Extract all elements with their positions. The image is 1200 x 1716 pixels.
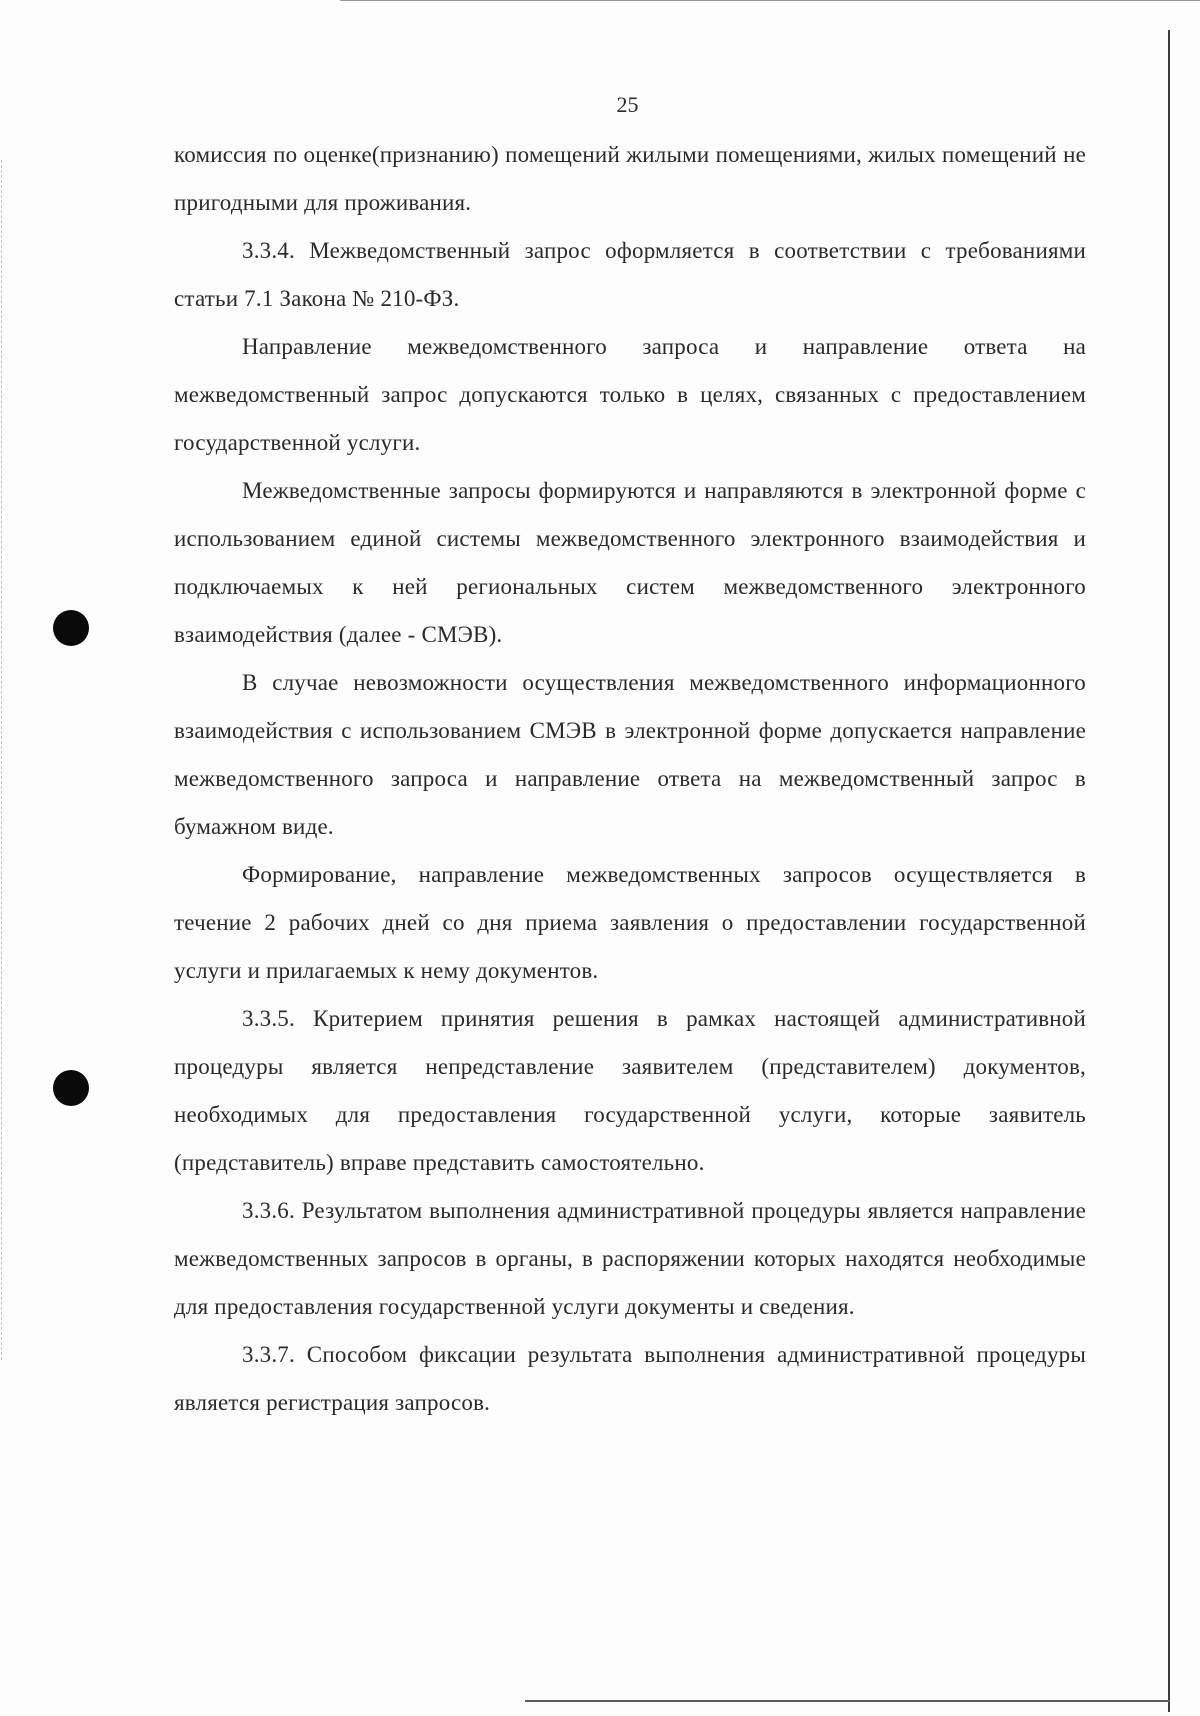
paragraph-3-3-7: 3.3.7. Способом фиксации результата выполнения административной процедуры является регистрация запросов. xyxy=(174,1342,1086,1415)
scan-edge-bottom xyxy=(525,1700,1170,1702)
scan-edge-right xyxy=(1168,30,1170,1712)
page-number: 25 xyxy=(616,92,639,117)
scan-edge-left xyxy=(1,160,2,1360)
paragraph-electronic-requests: Межведомственные запросы формируются и направляются в электронной форме с использованием единой системы межведомственного электронного взаимодействия и подключаемых к ней региональных систем межведомственного электронного взаимодействия (далее - СМЭВ). xyxy=(174,478,1086,647)
punch-hole-mark xyxy=(53,610,89,646)
punch-hole-mark xyxy=(53,1070,89,1106)
paragraph-3-3-4: 3.3.4. Межведомственный запрос оформляется в соответствии с требованиями статьи 7.1 Закона № 210-ФЗ. xyxy=(174,238,1086,311)
paragraph-commission-continuation: комиссия по оценке(признанию) помещений жилыми помещениями, жилых помещений не пригодными для проживания. xyxy=(174,142,1086,215)
paragraph-request-deadline: Формирование, направление межведомственных запросов осуществляется в течение 2 рабочих дней со дня приема заявления о предоставлении государственной услуги и прилагаемых к нему документов. xyxy=(174,862,1086,983)
paragraph-3-3-6: 3.3.6. Результатом выполнения административной процедуры является направление межведомственных запросов в органы, в распоряжении которых находятся необходимые для предоставления государственной услуги документы и сведения. xyxy=(174,1198,1086,1319)
scan-edge-top xyxy=(340,0,1200,1)
paragraph-paper-requests: В случае невозможности осуществления межведомственного информационного взаимодействия с использованием СМЭВ в электронной форме допускается направление межведомственного запроса и направление ответа на межведомственный запрос в бумажном виде. xyxy=(174,670,1086,839)
paragraph-3-3-5: 3.3.5. Критерием принятия решения в рамках настоящей административной процедуры является непредставление заявителем (представителем) документов, необходимых для предоставления государственной услуги, которые заявитель (представитель) вправе представить самостоятельно. xyxy=(174,1006,1086,1175)
document-body xyxy=(174,131,1086,1427)
paragraph-request-purpose: Направление межведомственного запроса и направление ответа на межведомственный запрос допускаются только в целях, связанных с предоставлением государственной услуги. xyxy=(174,334,1086,455)
